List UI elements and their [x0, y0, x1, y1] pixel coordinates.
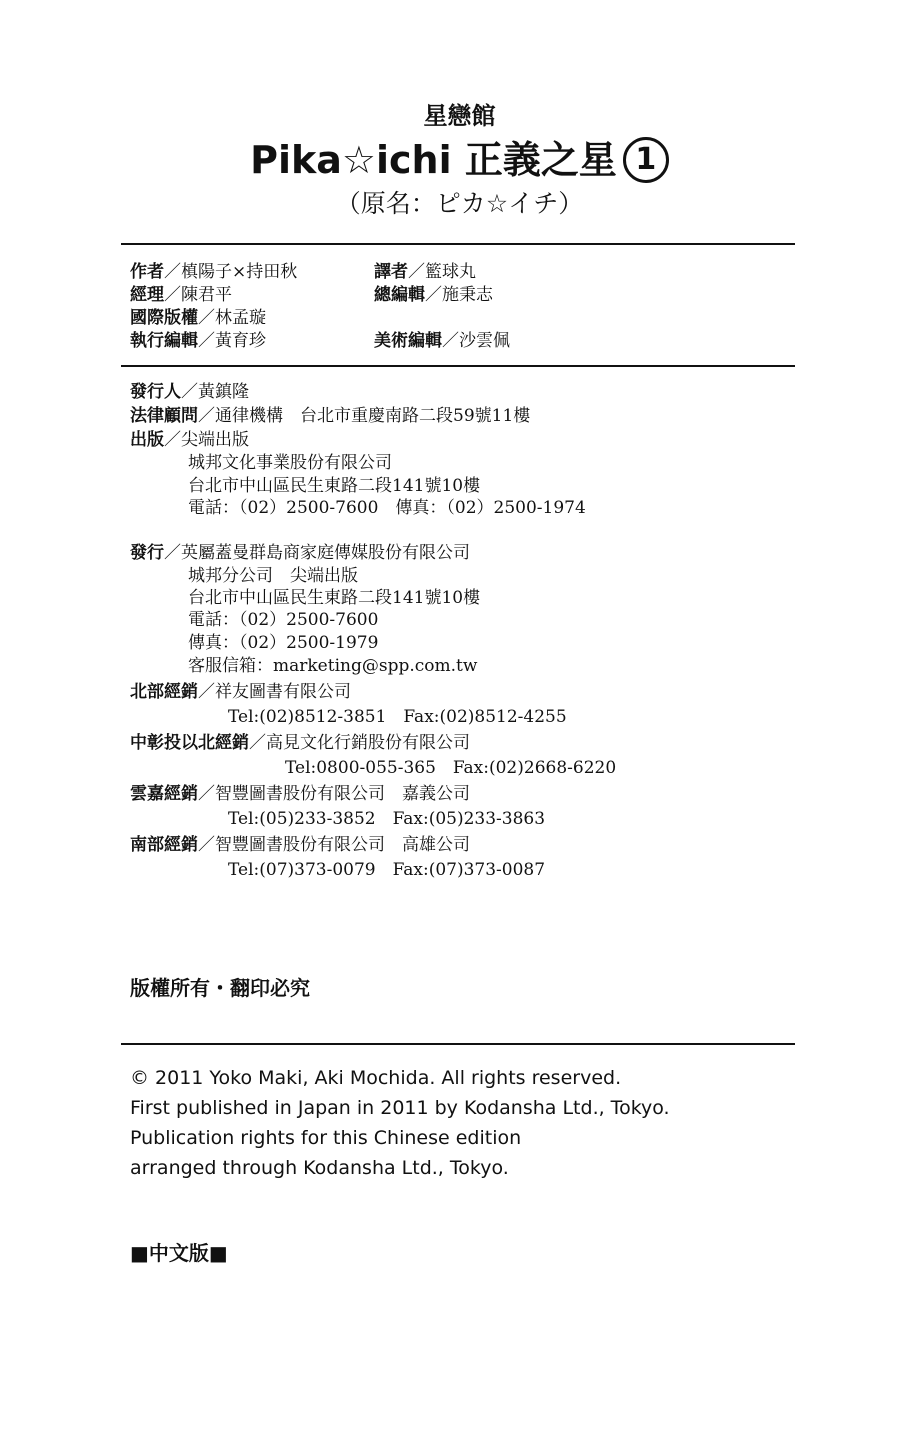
yunjia-contact: Tel:(05)233-3852 Fax:(05)233-3863 [228, 809, 546, 829]
north-distribution: 北部經銷／祥友圖書有限公司 [130, 682, 351, 702]
publisher-address: 台北市中山區民生東路二段141號10樓 [188, 476, 481, 496]
staff-art-editor: 美術編輯／沙雲佩 [374, 331, 510, 351]
publisher-phone: 電話：（02）2500-7600 傳真：（02）2500-1974 [188, 498, 586, 518]
divider-middle [121, 365, 795, 367]
south-distribution: 南部經銷／智豐圖書股份有限公司 高雄公司 [130, 835, 470, 855]
english-first-published: First published in Japan in 2011 by Kodansha Ltd., Tokyo. [130, 1097, 670, 1119]
central-contact: Tel:0800-055-365 Fax:(02)2668-6220 [285, 758, 617, 778]
staff-author: 作者／槙陽子×持田秋 [130, 262, 298, 282]
edition-label: ■中文版■ [130, 1241, 228, 1265]
divider-bottom [121, 1043, 795, 1045]
book-title-text: Pika☆ichi 正義之星 [250, 138, 617, 182]
publisher-label: 星戀館 [423, 102, 496, 130]
volume-number: 1 [623, 137, 669, 183]
distributor-fax: 傳真：（02）2500-1979 [188, 633, 379, 653]
english-publication-rights: Publication rights for this Chinese edition [130, 1127, 522, 1149]
staff-translator: 譯者／籃球丸 [374, 262, 476, 282]
distributor: 發行／英屬蓋曼群島商家庭傳媒股份有限公司 [130, 543, 470, 563]
distributor-phone: 電話：（02）2500-7600 [188, 610, 379, 630]
issuer: 發行人／黃鎮隆 [130, 382, 249, 402]
staff-rights: 國際版權／林孟璇 [130, 308, 266, 328]
north-contact: Tel:(02)8512-3851 Fax:(02)8512-4255 [228, 707, 567, 727]
original-title: （原名：ピカ☆イチ） [335, 189, 584, 218]
distributor-address: 台北市中山區民生東路二段141號10樓 [188, 588, 481, 608]
legal-advisor: 法律顧問／通律機構 台北市重慶南路二段59號11樓 [130, 406, 531, 426]
publisher-company: 城邦文化事業股份有限公司 [188, 453, 392, 473]
staff-manager: 經理／陳君平 [130, 285, 232, 305]
distributor-email: 客服信箱：marketing@spp.com.tw [188, 656, 478, 676]
staff-editor-in-chief: 總編輯／施秉志 [374, 285, 493, 305]
distributor-branch: 城邦分公司 尖端出版 [188, 566, 358, 586]
south-contact: Tel:(07)373-0079 Fax:(07)373-0087 [228, 860, 546, 880]
english-arranged: arranged through Kodansha Ltd., Tokyo. [130, 1157, 509, 1179]
publisher-info: 出版／尖端出版 [130, 430, 249, 450]
divider-top [121, 243, 795, 245]
yunjia-distribution: 雲嘉經銷／智豐圖書股份有限公司 嘉義公司 [130, 784, 470, 804]
staff-exec-editor: 執行編輯／黃育珍 [130, 331, 266, 351]
central-distribution: 中彰投以北經銷／高見文化行銷股份有限公司 [130, 733, 470, 753]
book-title [0, 136, 919, 184]
english-copyright: © 2011 Yoko Maki, Aki Mochida. All rights reserved. [130, 1067, 622, 1089]
copyright-notice: 版權所有・翻印必究 [130, 976, 310, 1000]
